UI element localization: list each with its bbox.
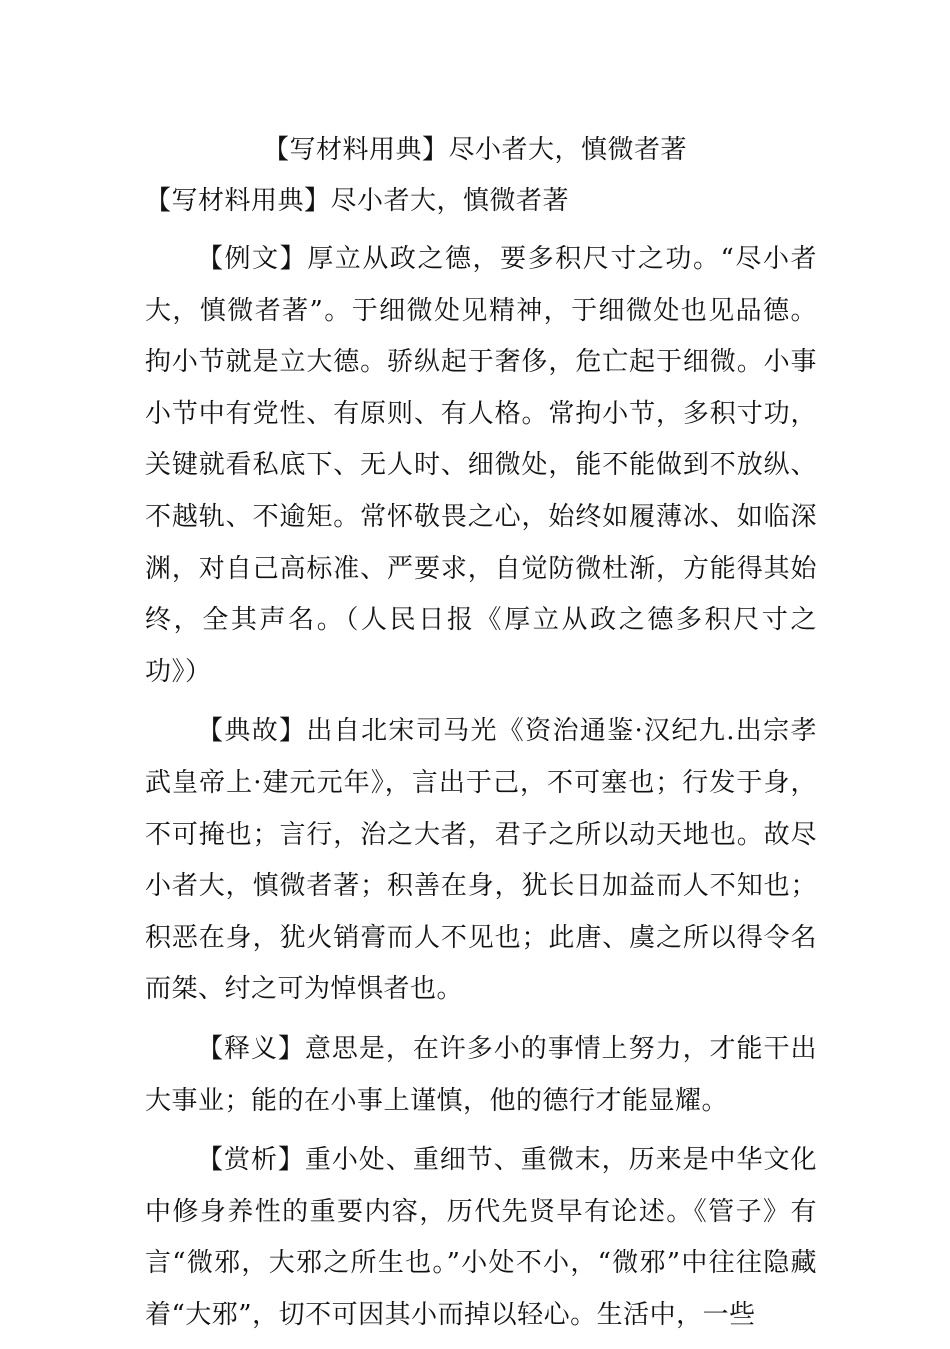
paragraph-example: 【例文】厚立从政之德，要多积尺寸之功。“尽小者大，慎微者著”。于细微处见精神，于细微处也见品德。拘小节就是立大德。骄纵起于奢侈，危亡起于细微。小事小节中有党性、有原则、有人格。常拘小节，多积寸功，关键就看私底下、无人时、细微处，能不能做到不放纵、不越轨、不逾矩。常怀敬畏之心，始终如履薄冰、如临深渊，对自己高标准、严要求，自觉防微杜渐，方能得其始终，全其声名。（人民日报《厚立从政之德多积尺寸之功》） [145, 244, 817, 687]
document-body [145, 182, 817, 1349]
paragraph-allusion: 【典故】出自北宋司马光《资治通鉴·汉纪九.出宗孝武皇帝上·建元元年》，言出于己，不可塞也；行发于身，不可掩也；言行，治之大者，君子之所以动天地也。故尽小者大，慎微者著；积善在身，犹长日加益而人不知也；积恶在身，犹火销膏而人不见也；此唐、虞之所以得令名而桀、纣之可为悼惧者也。 [145, 716, 817, 1005]
document-subtitle: 【写材料用典】尽小者大，慎微者著 [145, 186, 570, 216]
document-title: 【写材料用典】尽小者大，慎微者著 [262, 135, 687, 165]
paragraph-appreciation: 【赏析】重小处、重细节、重微末，历来是中华文化中修身养性的重要内容，历代先贤早有论述。《管子》有言“微邪，大邪之所生也。”小处不小，“微邪”中往往隐藏着“大邪”，切不可因其小而掉以轻心。生活中，一些 [145, 1145, 817, 1330]
paragraph-meaning: 【释义】意思是，在许多小的事情上努力，才能干出大事业；能的在小事上谨慎，他的德行才能显耀。 [145, 1033, 817, 1116]
